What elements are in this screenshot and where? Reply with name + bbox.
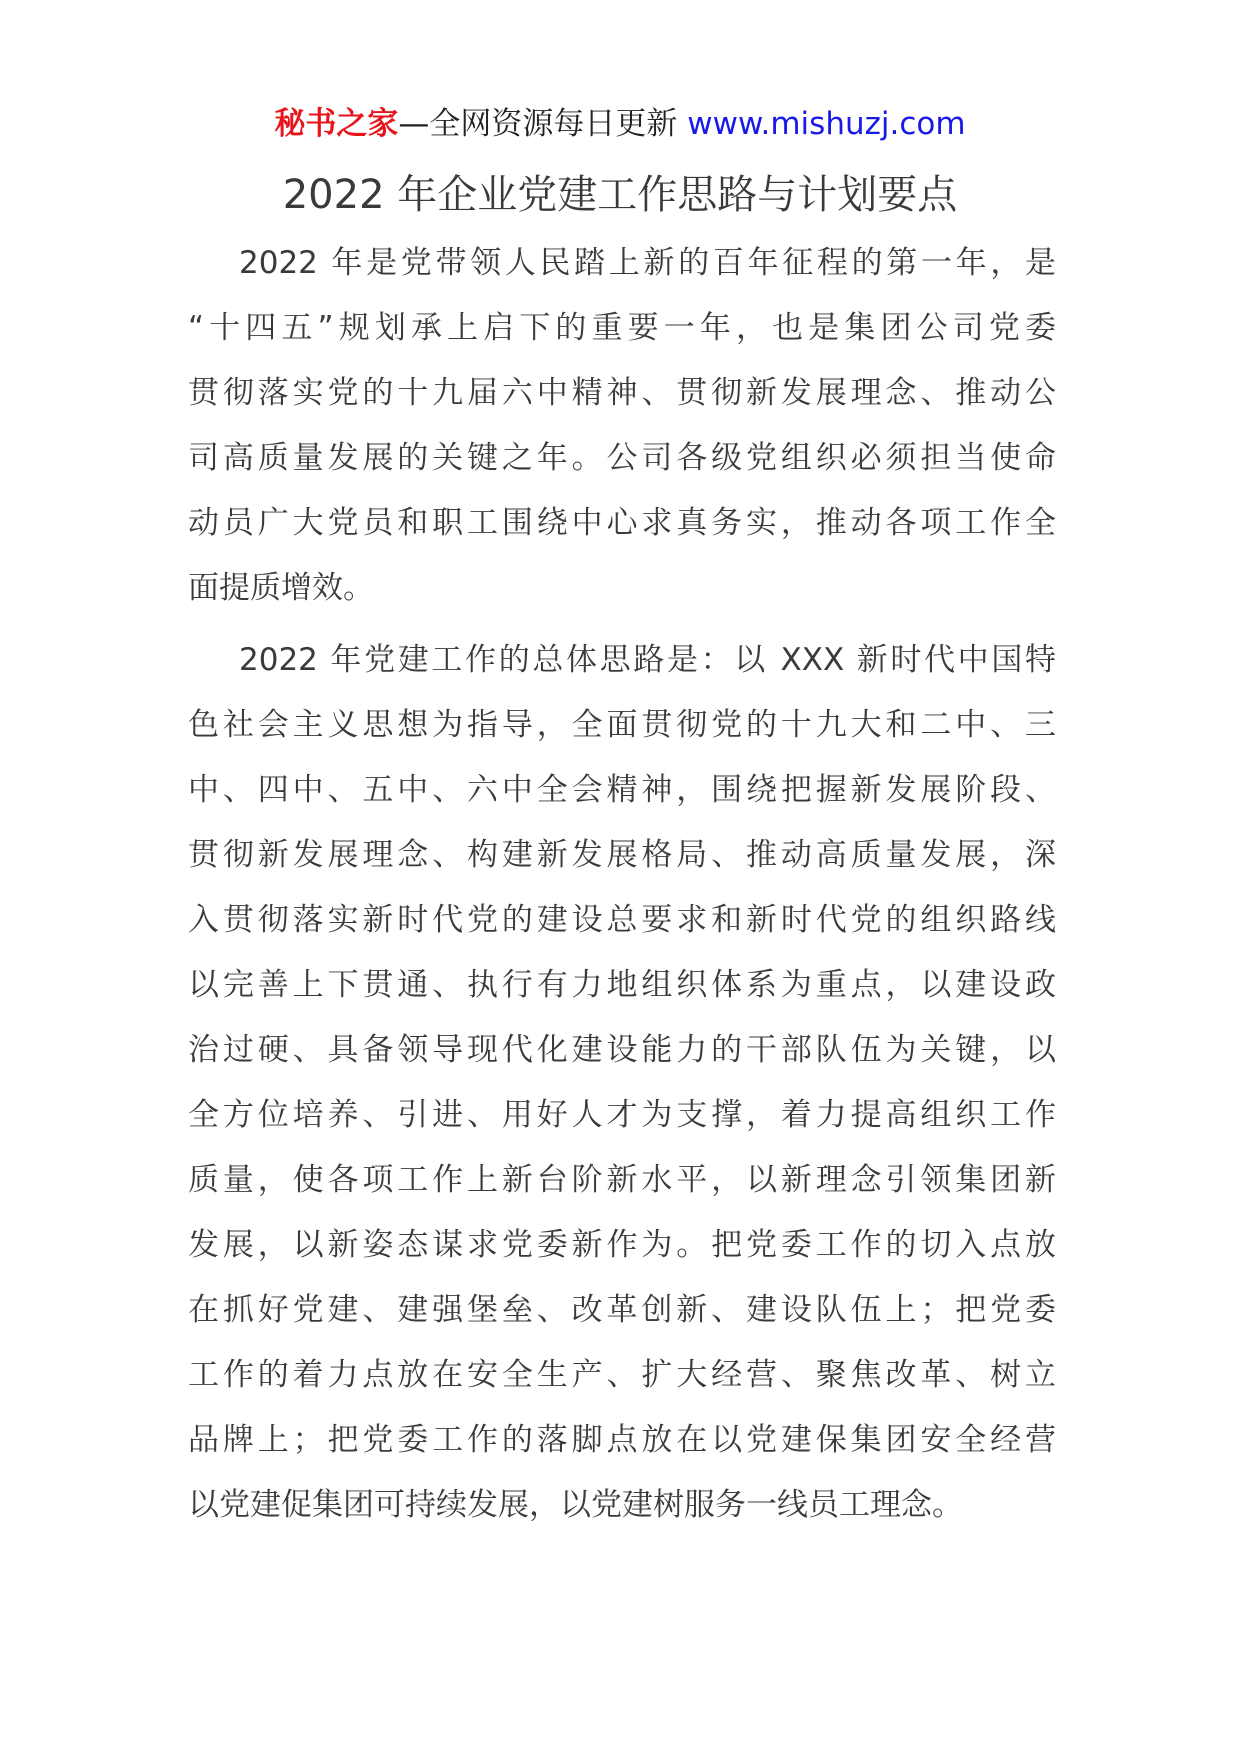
paragraph-line: 入贯彻落实新时代党的建设总要求和新时代党的组织路线: [188, 902, 1056, 938]
website-link[interactable]: www.mishuzj.com: [687, 106, 966, 142]
header-slogan: —全网资源每日更新: [398, 106, 678, 142]
paragraph-line: 2022 年党建工作的总体思路是：以 XXX 新时代中国特: [239, 642, 1056, 678]
paragraph-spacer: [188, 621, 1056, 628]
site-header: [0, 101, 1240, 147]
paragraph-line: 品牌上；把党委工作的落脚点放在以党建保集团安全经营: [188, 1422, 1056, 1458]
paragraph-1: [188, 231, 1056, 621]
paragraph-line: 工作的着力点放在安全生产、扩大经营、聚焦改革、树立: [188, 1357, 1056, 1393]
document-body: [188, 231, 1056, 1538]
paragraph-line: 中、四中、五中、六中全会精神，围绕把握新发展阶段、: [188, 772, 1056, 808]
paragraph-line: 以党建促集团可持续发展，以党建树服务一线员工理念。: [188, 1487, 963, 1523]
document-title: 2022 年企业党建工作思路与计划要点: [282, 172, 958, 218]
paragraph-line: 面提质增效。: [188, 570, 374, 606]
paragraph-line: “十四五”规划承上启下的重要一年，也是集团公司党委: [188, 310, 1056, 346]
paragraph-line: 在抓好党建、建强堡垒、改革创新、建设队伍上；把党委: [188, 1292, 1056, 1328]
paragraph-line: 以完善上下贯通、执行有力地组织体系为重点，以建设政: [188, 967, 1056, 1003]
paragraph-line: 色社会主义思想为指导，全面贯彻党的十九大和二中、三: [188, 707, 1056, 743]
paragraph-line: 贯彻新发展理念、构建新发展格局、推动高质量发展，深: [188, 837, 1056, 873]
paragraph-line: 治过硬、具备领导现代化建设能力的干部队伍为关键，以: [188, 1032, 1056, 1068]
paragraph-line: 司高质量发展的关键之年。公司各级党组织必须担当使命: [188, 440, 1056, 476]
paragraph-line: 2022 年是党带领人民踏上新的百年征程的第一年，是: [239, 245, 1056, 281]
paragraph-line: 动员广大党员和职工围绕中心求真务实，推动各项工作全: [188, 505, 1056, 541]
paragraph-line: 贯彻落实党的十九届六中精神、贯彻新发展理念、推动公: [188, 375, 1056, 411]
paragraph-2: [188, 628, 1056, 1538]
paragraph-line: 质量，使各项工作上新台阶新水平，以新理念引领集团新: [188, 1162, 1056, 1198]
paragraph-line: 发展，以新姿态谋求党委新作为。把党委工作的切入点放: [188, 1227, 1056, 1263]
brand-name: 秘书之家: [274, 106, 399, 142]
paragraph-line: 全方位培养、引进、用好人才为支撑，着力提高组织工作: [188, 1097, 1056, 1133]
